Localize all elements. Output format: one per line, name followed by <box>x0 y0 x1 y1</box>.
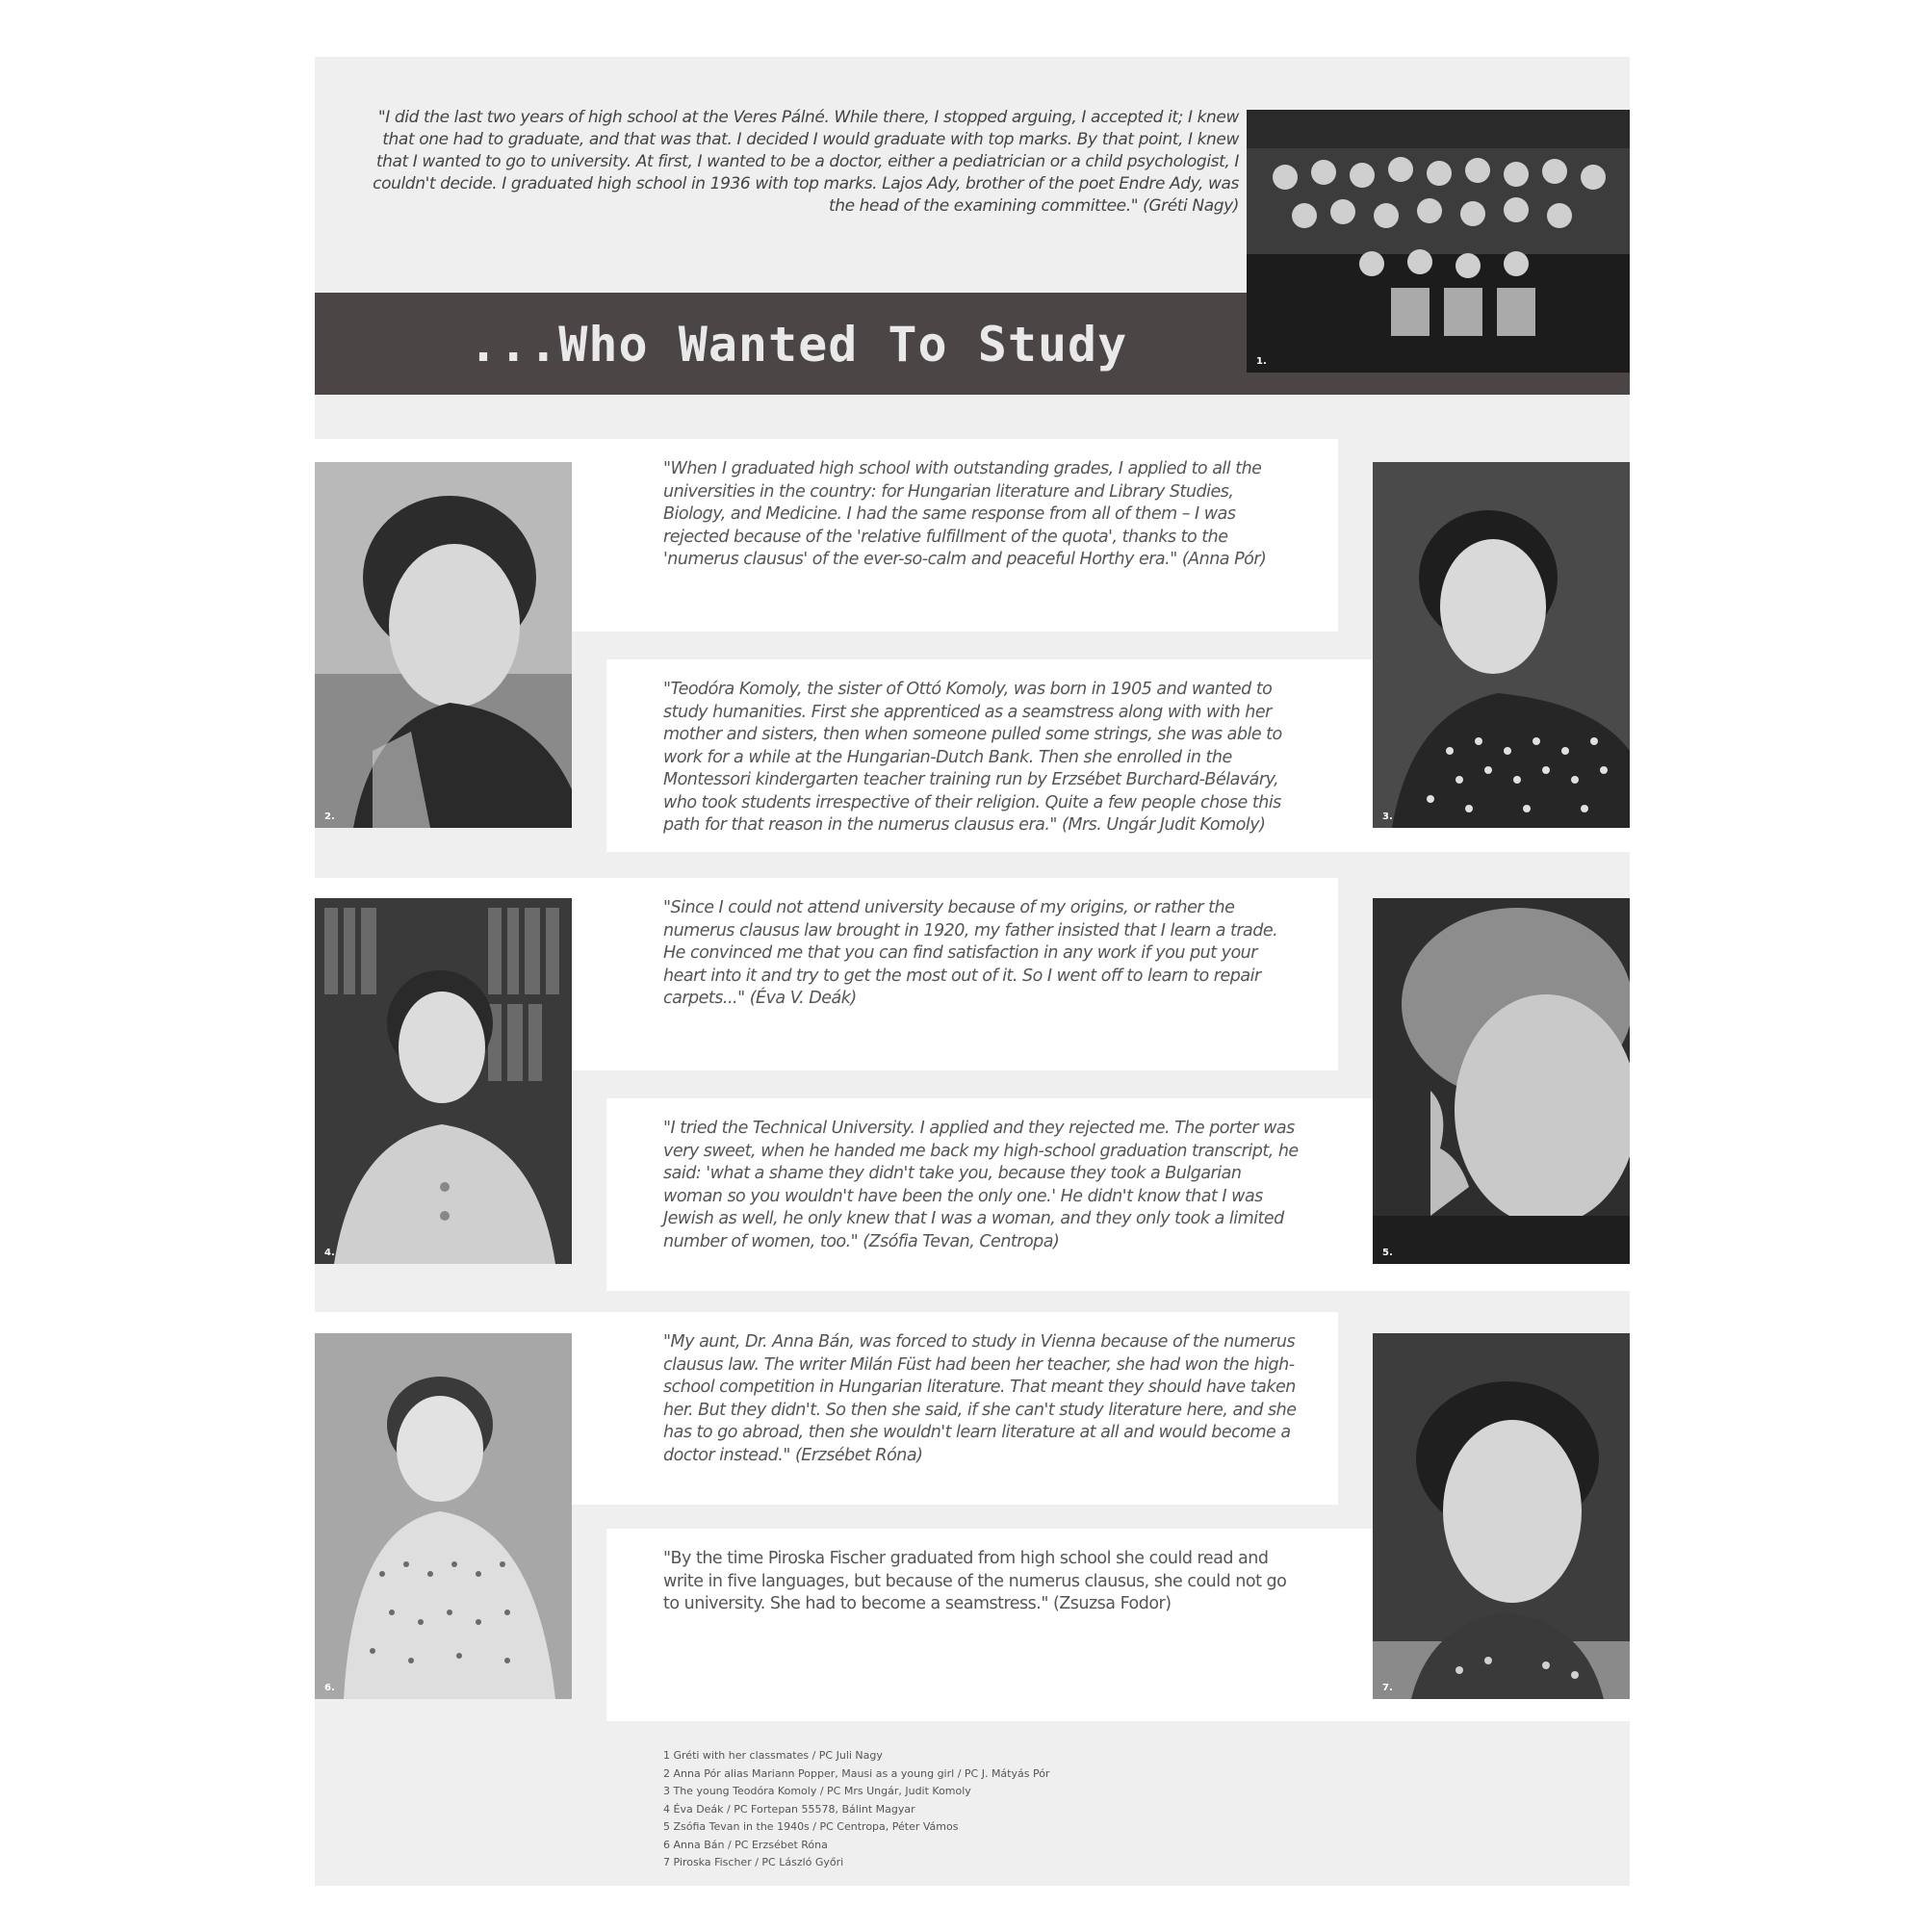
credit-line: 1 Gréti with her classmates / PC Juli Nagy <box>663 1749 883 1762</box>
photo-number: 3. <box>1382 811 1393 822</box>
quote-zsuzsa-fodor: "By the time Piroska Fischer graduated from high school she could read and write in five languages, but because of the numerus clausus, she could not go to university. She had to become a seamstress." (Zsuzsa Fodor) <box>663 1549 1287 1613</box>
credit-line: 2 Anna Pór alias Mariann Popper, Mausi as a young girl / PC J. Mátyás Pór <box>663 1766 1050 1780</box>
photo-number: 5. <box>1382 1248 1393 1258</box>
page-title: ...Who Wanted To Study <box>469 317 1128 373</box>
quote-erzsebet-rona: "My aunt, Dr. Anna Bán, was forced to study in Vienna because of the numerus clausus law. The writer Milán Füst had been her teacher, she had won the high-school competition in Hungarian literature. That meant they should have taken her. But they didn't. So then she said, if she can't study literature here, and she has to go abroad, then she wouldn't learn literature at all and would become a doctor instead." (Erzsébet Róna) <box>663 1332 1297 1465</box>
photo-7-piroska-fischer <box>1373 1333 1630 1699</box>
quote-eva-deak: "Since I could not attend university because of my origins, or rather the numerus clausus law brought in 1920, my father insisted that I learn a trade. He convinced me that you can find satisfaction in any work if you put your heart into it and try to get the most out of it. So I went off to learn to repair carpets..." (Éva V. Deák) <box>663 898 1278 1008</box>
quote-zsofia-tevan: "I tried the Technical University. I applied and they rejected me. The porter was very sweet, when he handed me back my high-school graduation transcript, he said: 'what a shame they didn't take you, because they took a Bulgarian woman so you wouldn't have been the only one.' He didn't know that I was Jewish as well, he only knew that I was a woman, and they only took a limited number of women, too." (Zsófia Tevan, Centropa) <box>663 1119 1299 1251</box>
poster <box>315 57 1630 1886</box>
photo-number: 6. <box>324 1683 335 1693</box>
photo-5-zsofia-tevan <box>1373 898 1630 1264</box>
portrait-image <box>1373 462 1630 828</box>
group-photo-image <box>1247 110 1630 373</box>
photo-2-anna-por <box>315 462 572 828</box>
photo-6-anna-ban <box>315 1333 572 1699</box>
credit-line: 5 Zsófia Tevan in the 1940s / PC Centropa, Péter Vámos <box>663 1820 959 1833</box>
quote-teodora-komoly: "Teodóra Komoly, the sister of Ottó Komoly, was born in 1905 and wanted to study humanities. First she apprenticed as a seamstress along with with her mother and sisters, then when someone pulled some strings, she was able to work for a while at the Hungarian-Dutch Bank. Then she enrolled in the Montessori kindergarten teacher training run by Erzsébet Burchard-Bélaváry, who took students irrespective of their religion. Quite a few people chose this path for that reason in the numerus clausus era." (Mrs. Ungár Judit Komoly) <box>663 680 1282 835</box>
credit-line: 6 Anna Bán / PC Erzsébet Róna <box>663 1838 828 1851</box>
photo-credits <box>663 1747 1241 1872</box>
photo-number: 7. <box>1382 1683 1393 1693</box>
credit-line: 4 Éva Deák / PC Fortepan 55578, Bálint Magyar <box>663 1802 915 1816</box>
photo-3-teodora-komoly <box>1373 462 1630 828</box>
photo-number: 4. <box>324 1248 335 1258</box>
portrait-image <box>315 898 572 1264</box>
portrait-image <box>1373 1333 1630 1699</box>
photo-4-eva-deak <box>315 898 572 1264</box>
portrait-image <box>1373 898 1630 1264</box>
portrait-image <box>315 1333 572 1699</box>
portrait-image <box>315 462 572 828</box>
intro-quote: "I did the last two years of high school at the Veres Pálné. While there, I stopped arguing, I accepted it; I knew that one had to graduate, and that was that. I decided I would graduate with top marks. By that point, I knew that I wanted to go to university. At first, I wanted to be a doctor, either a pediatrician or a child psychologist, I couldn't decide. I graduated high school in 1936 with top marks. Lajos Ady, brother of the poet Endre Ady, was the head of the examining committee." (Gréti Nagy) <box>373 108 1239 216</box>
credit-line: 7 Piroska Fischer / PC László Győri <box>663 1856 844 1868</box>
quote-anna-por: "When I graduated high school with outstanding grades, I applied to all the universities in the country: for Hungarian literature and Library Studies, Biology, and Medicine. I had the same response from all of them – I was rejected because of the 'relative fulfillment of the quota', thanks to the 'numerus clausus' of the ever-so-calm and peaceful Horthy era." (Anna Pór) <box>663 459 1267 569</box>
photo-number: 1. <box>1256 356 1267 367</box>
credit-line: 3 The young Teodóra Komoly / PC Mrs Ungár, Judit Komoly <box>663 1785 971 1797</box>
photo-number: 2. <box>324 811 335 822</box>
photo-1-classmates <box>1247 110 1630 373</box>
